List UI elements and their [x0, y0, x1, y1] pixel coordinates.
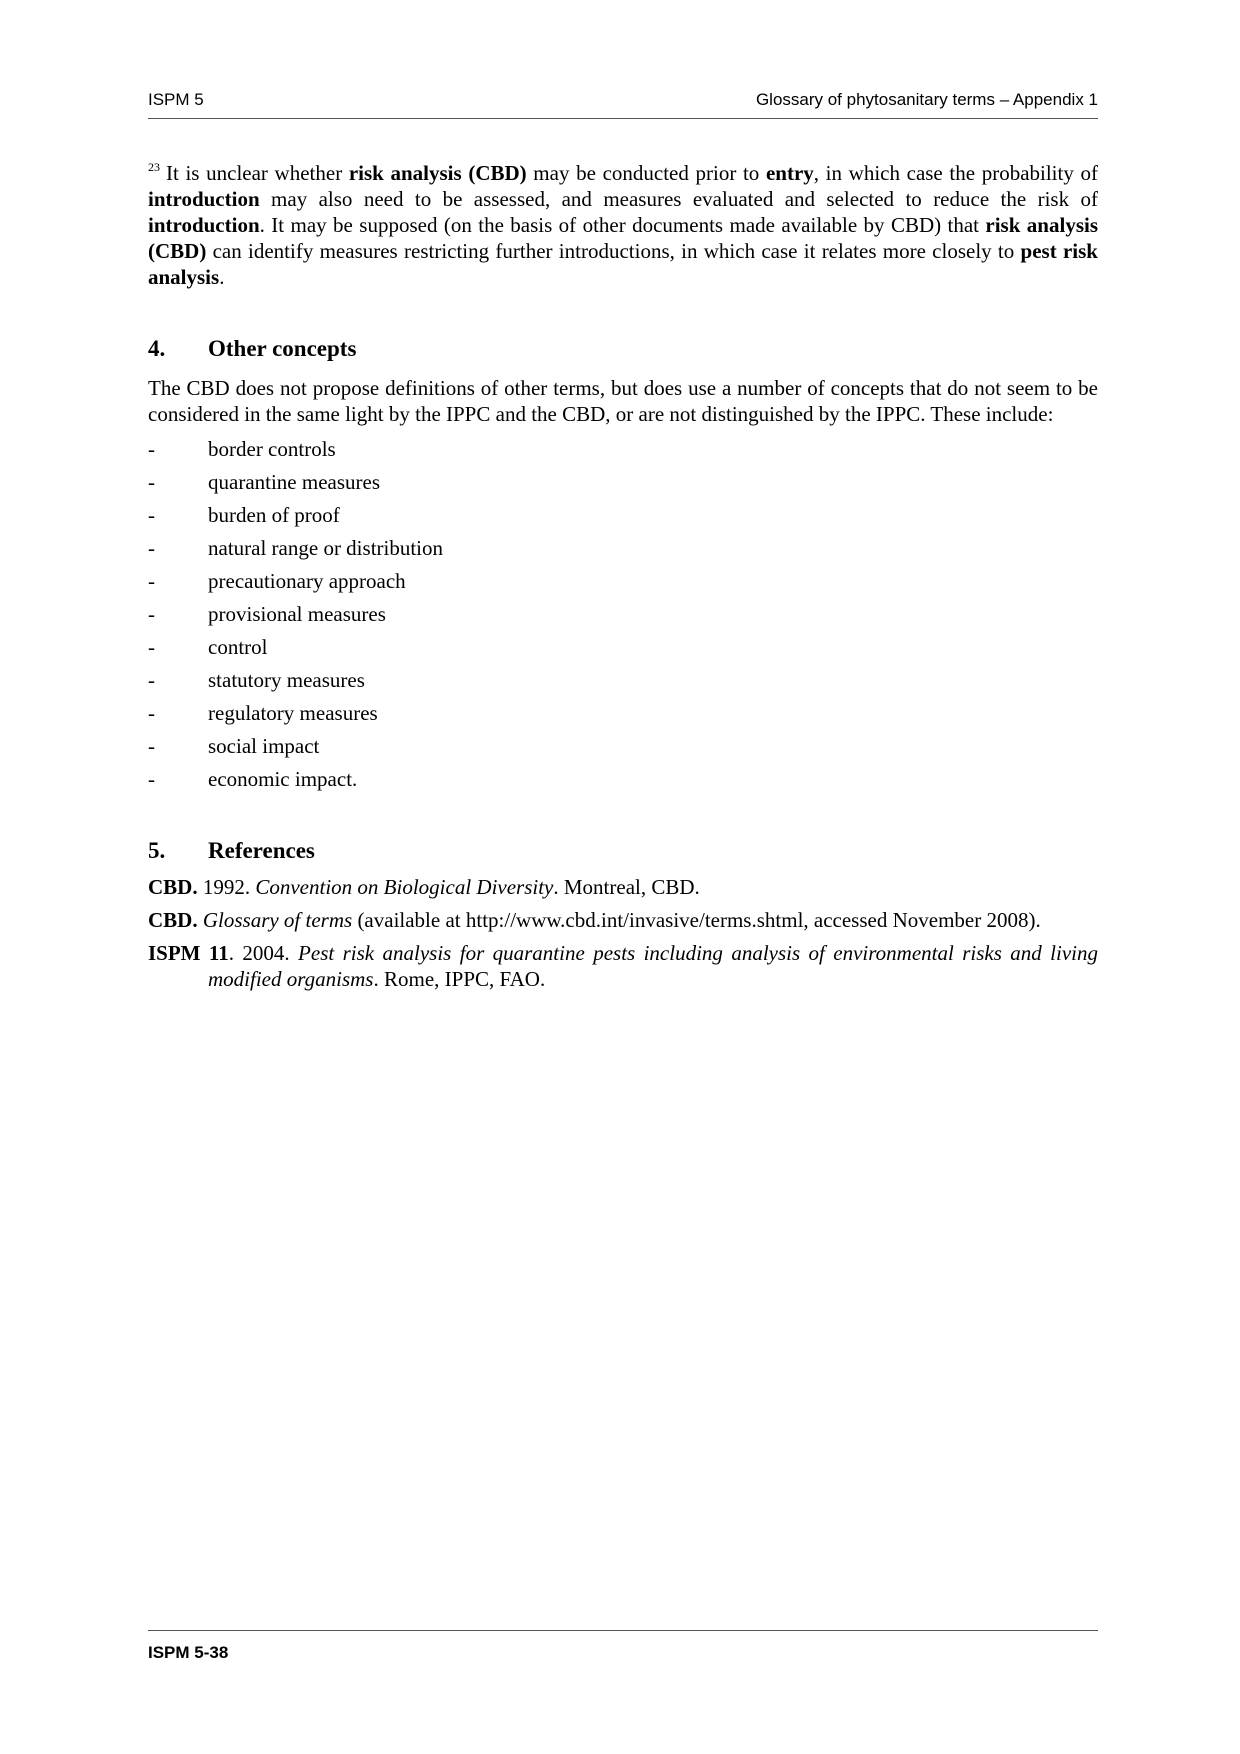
- list-item-text: statutory measures: [208, 668, 365, 692]
- reference-author: CBD.: [148, 908, 198, 932]
- list-item-text: precautionary approach: [208, 569, 406, 593]
- list-bullet: -: [148, 668, 155, 692]
- list-item: [148, 532, 1098, 565]
- list-item: [148, 433, 1098, 466]
- page-content: [148, 160, 1098, 999]
- reference-details: (available at http://www.cbd.int/invasive/terms.shtml, accessed November 2008).: [352, 908, 1041, 932]
- section-number: 5.: [148, 838, 166, 863]
- list-bullet: -: [148, 569, 155, 593]
- list-item-text: natural range or distribution: [208, 536, 444, 560]
- glossary-term: introduction: [148, 187, 260, 211]
- section-title: References: [208, 838, 315, 863]
- reference-title: Convention on Biological Diversity: [255, 875, 554, 899]
- section-heading-other-concepts: [148, 334, 1098, 364]
- reference-author: ISPM 11: [148, 941, 229, 965]
- list-bullet: -: [148, 767, 155, 791]
- glossary-term: entry: [765, 161, 814, 185]
- header-doc-title: Glossary of phytosanitary terms – Appendix 1: [755, 90, 1098, 109]
- list-item-text: regulatory measures: [208, 701, 378, 725]
- list-item: [148, 631, 1098, 664]
- reference-entry: [148, 907, 1098, 933]
- reference-details: . 2004.: [228, 941, 299, 965]
- footnote-marker: 23: [148, 160, 160, 174]
- list-item: [148, 763, 1098, 796]
- page-number: ISPM 5-38: [148, 1643, 229, 1662]
- glossary-term: risk analysis (CBD): [148, 213, 1099, 263]
- references-list: [148, 874, 1098, 992]
- section-heading-references: [148, 836, 1098, 866]
- list-bullet: -: [148, 437, 155, 461]
- list-item: [148, 598, 1098, 631]
- section-title: Other concepts: [208, 336, 357, 361]
- list-bullet: -: [148, 734, 155, 758]
- reference-title: Pest risk analysis for quarantine pests including analysis of environmental risks and living modified organisms: [208, 941, 1098, 991]
- reference-details: . Montreal, CBD.: [553, 875, 700, 899]
- reference-details: . Rome, IPPC, FAO.: [373, 967, 546, 991]
- footnote-text: may be conducted prior to: [526, 161, 766, 185]
- footnote-23: [148, 160, 1098, 290]
- glossary-term: introduction: [148, 213, 260, 237]
- glossary-term: pest risk analysis: [148, 239, 1098, 289]
- footnote-text: It is unclear whether: [166, 161, 349, 185]
- list-item-text: quarantine measures: [208, 470, 381, 494]
- list-bullet: -: [148, 536, 155, 560]
- header-doc-id: ISPM 5: [148, 90, 204, 109]
- page-header: [148, 88, 1098, 119]
- list-item: [148, 499, 1098, 532]
- list-item-text: border controls: [208, 437, 336, 461]
- list-bullet: -: [148, 635, 155, 659]
- list-item-text: burden of proof: [208, 503, 340, 527]
- footnote-text: can identify measures restricting further introductions, in which case it relates more closely to: [206, 239, 1021, 263]
- other-concepts-intro: The CBD does not propose definitions of other terms, but does use a number of concepts that do not seem to be considered in the same light by the IPPC and the CBD, or are not distinguished by the IPPC. These include:: [148, 376, 1098, 426]
- list-item-text: social impact: [208, 734, 320, 758]
- reference-author: CBD.: [148, 875, 198, 899]
- list-item-text: provisional measures: [208, 602, 386, 626]
- footnote-text: .: [219, 265, 225, 289]
- list-item-text: control: [208, 635, 268, 659]
- list-bullet: -: [148, 602, 155, 626]
- list-bullet: -: [148, 470, 155, 494]
- list-item-text: economic impact.: [208, 767, 358, 791]
- reference-entry: [148, 874, 1098, 900]
- reference-details: 1992.: [197, 875, 256, 899]
- list-item: [148, 565, 1098, 598]
- list-bullet: -: [148, 701, 155, 725]
- reference-entry: [148, 940, 1098, 992]
- list-item: [148, 664, 1098, 697]
- reference-title: Glossary of terms: [202, 908, 353, 932]
- list-bullet: -: [148, 503, 155, 527]
- section-number: 4.: [148, 336, 166, 361]
- concepts-list: [148, 433, 1098, 796]
- list-item: [148, 730, 1098, 763]
- page-footer: [148, 1630, 1098, 1663]
- list-item: [148, 697, 1098, 730]
- footnote-text: , in which case the probability of: [813, 161, 1098, 185]
- glossary-term: risk analysis (CBD): [348, 161, 527, 185]
- list-item: [148, 466, 1098, 499]
- footnote-text: . It may be supposed (on the basis of other documents made available by CBD) that: [259, 213, 986, 237]
- footnote-text: may also need to be assessed, and measures evaluated and selected to reduce the risk of: [259, 187, 1098, 211]
